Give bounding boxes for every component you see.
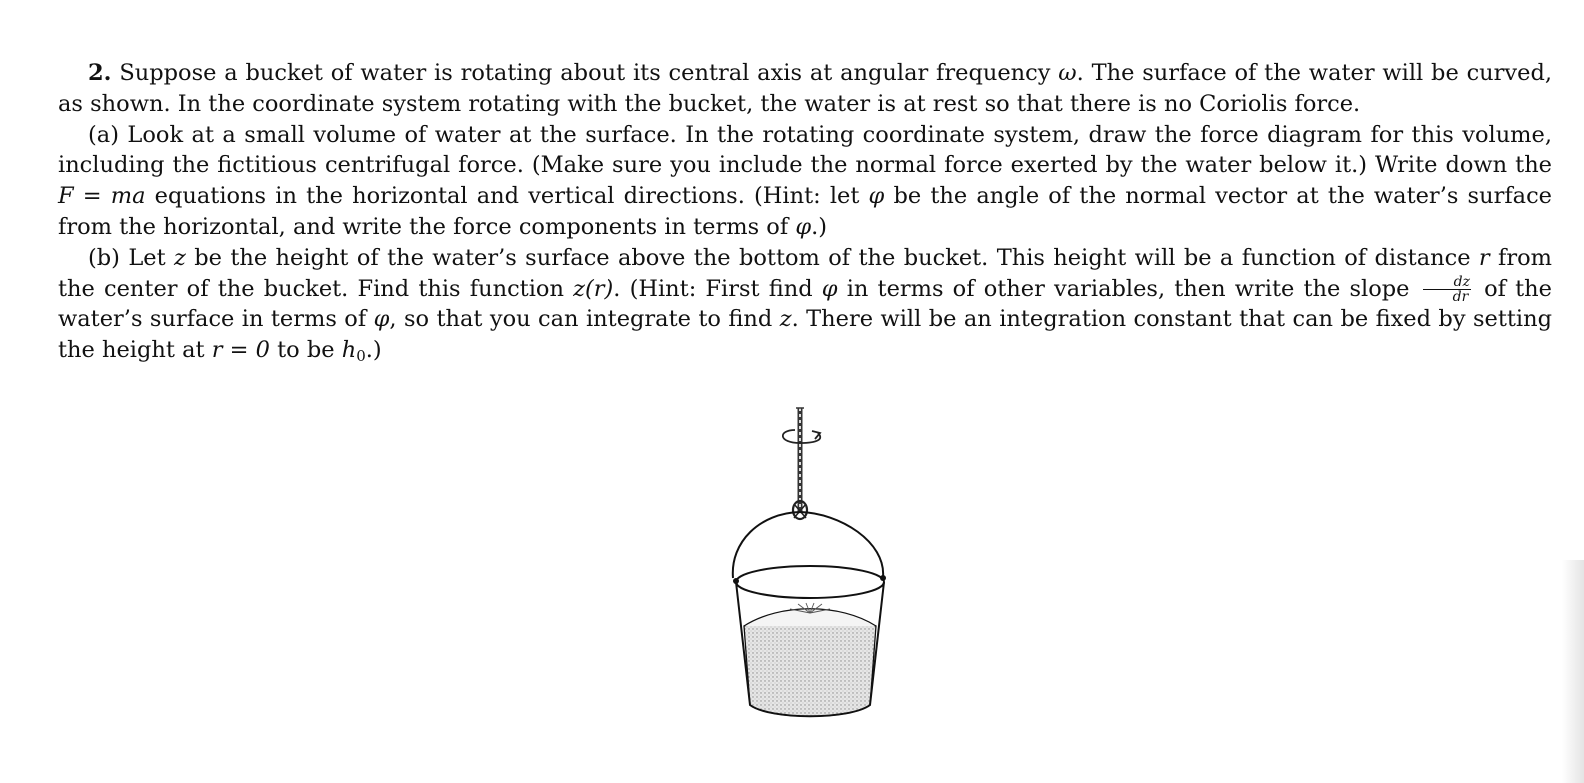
phi-symbol: φ [821, 275, 838, 302]
part-b-text-4: . (Hint: First find [613, 275, 822, 302]
part-b-text-2: be the height of the water’s surface above the bottom of the bucket. This height will be a function of distance [185, 244, 1479, 271]
intro-text-2: . The surface of the water will be curved, as shown. In the coordinate system rotating with the bucket, the water is at rest so that there is no Coriolis force. [58, 60, 1553, 117]
r-symbol: r [1478, 244, 1490, 271]
h-subscript: 0 [356, 347, 366, 366]
part-a-text-3: be the angle of the normal vector at the water’s surface from the horizontal, and write the force components in terms of [58, 183, 1552, 240]
part-a-text-1: (a) Look at a small volume of water at the surface. In the rotating coordinate system, draw the force diagram for this volume, including the fictitious centrifugal force. (Make sure you include the normal force exerted by the water below it.) Write down the [58, 121, 1552, 179]
water-body [744, 617, 876, 716]
part-b-text-6: of the water’s surface in terms of [58, 275, 1552, 333]
part-a-text-2: equations in the horizontal and vertical directions. (Hint: let [145, 183, 869, 210]
part-b-text-10: .) [365, 337, 382, 364]
z-of-r: z(r) [573, 275, 614, 302]
part-b-text-3: from the center of the bucket. Find this function [58, 244, 1552, 302]
h-symbol: h [341, 337, 357, 364]
part-b-text-8: . There will be an integration constant that can be fixed by setting the height at [58, 306, 1552, 364]
rope-icon [796, 408, 804, 512]
problem-intro [58, 58, 1552, 120]
handle-pin-right [880, 575, 886, 581]
phi-symbol: φ [373, 306, 390, 333]
problem-number: 2. [88, 60, 112, 86]
part-b-text-5: in terms of other variables, then write the slope [837, 275, 1419, 302]
z-symbol: z [174, 244, 186, 271]
part-b-text-7: , so that you can integrate to find [389, 306, 780, 333]
rotating-bucket-figure [700, 400, 920, 730]
part-b-text-9: to be [269, 337, 342, 364]
r-equals-zero: r = 0 [211, 337, 270, 364]
part-b [58, 243, 1552, 368]
fma-equation: F = ma [58, 183, 146, 210]
omega-symbol: ω [1058, 60, 1077, 86]
bucket-rim [736, 566, 884, 598]
handle-pin-left [733, 578, 739, 584]
fraction-numerator: dz [1423, 275, 1471, 290]
phi-symbol: φ [868, 183, 885, 210]
part-a-text-4: .) [811, 213, 828, 240]
problem-2 [58, 58, 1552, 368]
z-symbol: z [779, 306, 792, 333]
phi-symbol: φ [795, 213, 812, 240]
part-b-text-1: (b) Let [88, 244, 174, 271]
slope-fraction [1423, 275, 1471, 304]
part-a [58, 120, 1552, 243]
page-edge-shadow [1562, 560, 1584, 783]
water-surface [744, 609, 876, 626]
intro-text-1: Suppose a bucket of water is rotating about its central axis at angular frequency [119, 60, 1059, 86]
fraction-denominator: dr [1452, 289, 1469, 306]
